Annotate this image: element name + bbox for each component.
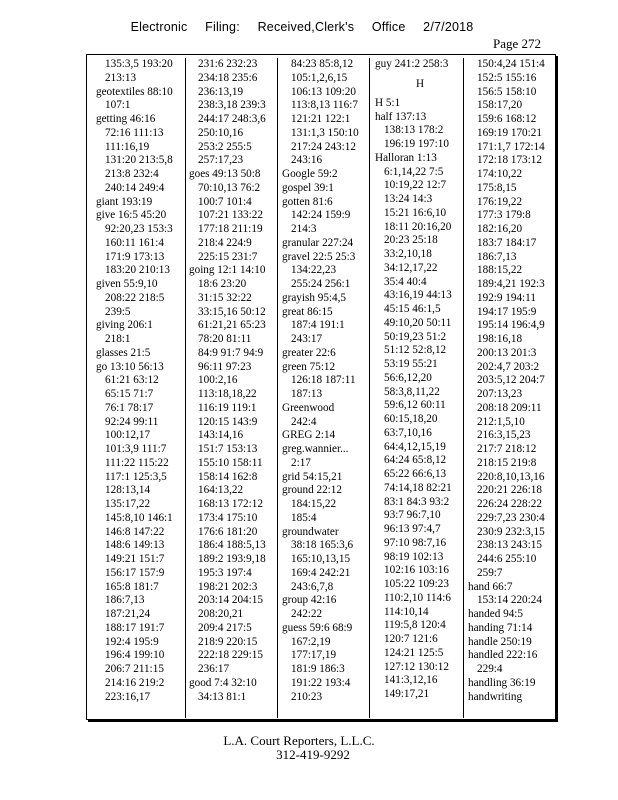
letter-heading: H: [415, 77, 425, 90]
index-entry-line: geotextiles 88:10: [96, 85, 173, 98]
index-entry-line: 213:8 232:4: [105, 168, 159, 180]
index-entry-line: group 42:16: [282, 594, 337, 607]
index-entry-line: 217:24 243:12: [291, 140, 356, 153]
index-entry-line: 222:18 229:15: [198, 649, 263, 662]
index-entry-line: 93:7 96:7,10: [384, 509, 441, 522]
index-entry-line: Halloran 1:13: [375, 151, 437, 164]
index-entry-line: 214:16 219:2: [105, 676, 165, 689]
index-entry-line: 167:2,19: [291, 635, 331, 648]
index-entry-line: 84:23 85:8,12: [291, 58, 354, 70]
index-entry-line: 183:7 184:17: [477, 236, 537, 249]
index-entry-line: 255:24 256:1: [291, 278, 351, 290]
index-entry-line: 70:10,13 76:2: [198, 181, 261, 194]
index-entry-line: 165:8 181:7: [105, 580, 159, 593]
index-entry-line: 168:13 172:12: [198, 498, 263, 510]
index-entry-line: giving 206:1: [96, 319, 153, 332]
index-entry-line: 195:3 197:4: [198, 566, 252, 579]
stamp-office: Office: [371, 20, 406, 34]
index-entry-line: 185:4: [291, 511, 317, 524]
index-entry-line: go 13:10 56:13: [96, 360, 164, 373]
column-divider: [463, 58, 464, 718]
index-entry-line: grayish 95:4,5: [282, 291, 347, 304]
index-entry-line: 244:17 248:3,6: [198, 113, 266, 125]
index-entry-line: handle 250:19: [468, 635, 532, 648]
index-entry-line: 35:4 40:4: [384, 275, 427, 288]
index-entry-line: 142:24 159:9: [291, 209, 351, 222]
index-entry-line: 218:15 219:8: [477, 456, 537, 469]
index-entry-line: 188:17 191:7: [105, 621, 165, 634]
index-entry-line: 145:8,10 146:1: [105, 511, 173, 524]
index-entry-line: goes 49:13 50:8: [189, 168, 261, 180]
index-entry-line: 243:17: [291, 333, 323, 345]
index-entry-line: 96:13 97:4,7: [384, 523, 441, 535]
index-entry-line: 218:4 224:9: [198, 236, 252, 249]
index-entry-line: 74:14,18 82:21: [384, 481, 452, 494]
index-entry-line: 250:10,16: [198, 126, 244, 139]
index-entry-line: 65:22 66:6,13: [384, 468, 447, 480]
index-entry-line: 216:3,15,23: [477, 429, 531, 442]
index-entry-line: 92:20,23 153:3: [105, 223, 173, 235]
index-entry-line: 186:4 188:5,13: [198, 539, 266, 552]
index-entry-line: glasses 21:5: [96, 346, 151, 359]
index-entry-line: 76:1 78:17: [105, 401, 154, 414]
index-entry-line: 60:15,18,20: [384, 413, 438, 425]
index-entry-line: 50:19,23 51:2: [384, 330, 447, 343]
index-entry-line: 151:7 153:13: [198, 443, 258, 455]
index-entry-line: 153:14 220:24: [477, 594, 542, 607]
index-entry-line: 143:14,16: [198, 429, 244, 442]
index-entry-line: 243:6,7,8: [291, 580, 334, 593]
index-entry-line: 59:6,12 60:11: [384, 399, 446, 412]
index-entry-line: 177:18 211:19: [198, 223, 263, 235]
index-entry-line: 114:10,14: [384, 605, 429, 618]
index-entry-line: 126:18 187:11: [291, 374, 356, 387]
index-entry-line: 230:9 232:3,15: [477, 525, 545, 538]
index-entry-line: 34:13 81:1: [198, 690, 247, 703]
index-entry-line: hand 66:7: [468, 580, 513, 593]
index-entry-line: 120:15 143:9: [198, 415, 258, 428]
index-entry-line: 238:3,18 239:3: [198, 99, 266, 112]
index-entry-line: 171:9 173:13: [105, 250, 165, 263]
index-entry-line: 121:21 122:1: [291, 113, 351, 125]
reporter-company: L.A. Court Reporters, L.L.C.: [223, 733, 375, 748]
index-entry-line: 97:10 98:7,16: [384, 536, 447, 549]
index-entry-line: 43:16,19 44:13: [384, 289, 452, 302]
index-entry-line: 208:20,21: [198, 608, 244, 620]
reporter-phone: 312-419-9292: [276, 747, 350, 762]
index-entry-line: 141:3,12,16: [384, 674, 438, 687]
index-entry-line: 234:18 235:6: [198, 71, 258, 84]
index-entry-line: 117:1 125:3,5: [105, 470, 167, 483]
index-entry-line: 203:5,12 204:7: [477, 374, 545, 387]
index-entry-line: 210:23: [291, 690, 323, 703]
index-entry-line: 34:12,17,22: [384, 261, 438, 274]
index-entry-line: 131:20 213:5,8: [105, 154, 173, 167]
index-entry-line: 64:24 65:8,12: [384, 454, 447, 467]
index-entry-line: 111:16,19: [105, 140, 150, 153]
index-entry-line: 156:17 157:9: [105, 566, 165, 579]
index-entry-line: getting 46:16: [96, 113, 156, 125]
index-entry-line: 53:19 55:21: [384, 358, 438, 370]
index-entry-line: 149:21 151:7: [105, 553, 165, 565]
index-entry-line: 175:8,15: [477, 181, 517, 194]
index-entry-line: 174:10,22: [477, 168, 523, 180]
index-column-1: [96, 58, 173, 718]
index-column-3: [282, 58, 359, 718]
index-entry-line: guess 59:6 68:9: [282, 621, 353, 634]
index-entry-line: 176:6 181:20: [198, 525, 258, 538]
index-entry-line: 202:4,7 203:2: [477, 360, 540, 373]
index-entry-line: 101:3,9 111:7: [105, 443, 167, 455]
index-entry-line: 187:21,24: [105, 608, 151, 620]
index-entry-line: giant 193:19: [96, 195, 153, 208]
index-entry-line: 65:15 71:7: [105, 388, 154, 400]
index-entry-line: 100:2,16: [198, 374, 238, 387]
index-entry-line: 218:1: [105, 333, 131, 345]
index-entry-line: 128:13,14: [105, 484, 151, 497]
index-entry-line: 187:4 191:1: [291, 319, 345, 332]
index-entry-line: 208:18 209:11: [477, 401, 542, 414]
index-entry-line: 146:8 147:22: [105, 525, 165, 538]
index-entry-line: 131:1,3 150:10: [291, 126, 359, 139]
index-entry-line: handled 222:16: [468, 649, 538, 662]
index-entry-line: 198:21 202:3: [198, 580, 258, 593]
index-entry-line: 135:17,22: [105, 498, 151, 510]
index-entry-line: given 55:9,10: [96, 278, 158, 290]
index-entry-line: 177:17,19: [291, 649, 337, 662]
index-column-4: [375, 58, 465, 718]
index-entry-line: 259:7: [477, 566, 503, 579]
index-entry-line: 135:3,5 193:20: [105, 58, 173, 70]
index-entry-line: 160:11 161:4: [105, 236, 164, 249]
index-entry-line: 150:4,24 151:4: [477, 58, 545, 70]
index-entry-line: 92:24 99:11: [105, 415, 159, 428]
index-entry-line: 195:14 196:4,9: [477, 319, 545, 332]
index-entry-line: 177:3 179:8: [477, 209, 531, 222]
index-entry-line: 83:1 84:3 93:2: [384, 495, 450, 508]
index-entry-line: 18:6 23:20: [198, 278, 247, 290]
page-number: Page 272: [493, 36, 542, 51]
index-entry-line: 31:15 32:22: [198, 291, 252, 304]
index-entry-line: gravel 22:5 25:3: [282, 250, 356, 263]
index-entry-line: 176:19,22: [477, 195, 523, 208]
index-entry-line: 45:15 46:1,5: [384, 303, 441, 315]
index-entry-line: 206:7 211:15: [105, 663, 164, 675]
index-entry-line: 155:10 158:11: [198, 456, 263, 469]
index-entry-line: 183:20 210:13: [105, 264, 170, 277]
index-entry-line: 236:17: [198, 663, 230, 675]
index-entry-line: 33:2,10,18: [384, 248, 432, 260]
index-entry-line: 194:17 195:9: [477, 305, 537, 318]
index-entry-line: 212:1,5,10: [477, 415, 525, 428]
index-entry-line: 64:4,12,15,19: [384, 440, 446, 453]
index-entry-line: 238:13 243:15: [477, 539, 542, 552]
index-entry-line: good 7:4 32:10: [189, 676, 257, 689]
index-entry-line: 257:17,23: [198, 154, 244, 167]
index-entry-line: 148:6 149:13: [105, 539, 165, 552]
index-entry-line: 127:12 130:12: [384, 660, 449, 673]
index-entry-line: groundwater: [282, 525, 339, 538]
index-entry-line: 172:18 173:12: [477, 154, 542, 167]
index-entry-line: 242:4: [291, 415, 317, 428]
index-entry-line: 187:13: [291, 388, 323, 400]
index-entry-line: gospel 39:1: [282, 181, 334, 194]
index-entry-line: 124:21 125:5: [384, 646, 444, 659]
stamp-date: 2/7/2018: [423, 20, 474, 34]
stamp-electronic: Electronic: [130, 20, 188, 34]
index-entry-line: 229:4: [477, 663, 503, 675]
index-entry-line: greg.wannier...: [282, 443, 349, 455]
index-entry-line: 51:12 52:8,12: [384, 344, 447, 357]
index-entry-line: 10:19,22 12:7: [384, 179, 447, 192]
footer: [0, 734, 618, 762]
index-entry-line: 173:4 175:10: [198, 511, 258, 524]
index-entry-line: going 12:1 14:10: [189, 264, 266, 277]
index-entry-line: 181:9 186:3: [291, 663, 345, 675]
index-entry-line: 113:8,13 116:7: [291, 99, 358, 112]
index-entry-line: 171:1,7 172:14: [477, 140, 545, 153]
index-entry-line: 61:21,21 65:23: [198, 319, 266, 332]
index-entry-line: 98:19 102:13: [384, 550, 444, 563]
index-entry-line: 243:16: [291, 154, 323, 167]
column-divider: [185, 58, 186, 718]
index-entry-line: 192:9 194:11: [477, 291, 536, 304]
index-entry-line: 116:19 119:1: [198, 401, 257, 414]
index-entry-line: 107:21 133:22: [198, 209, 263, 222]
index-entry-line: 188:15,22: [477, 264, 523, 277]
index-entry-line: 220:8,10,13,16: [477, 470, 545, 483]
index-entry-line: 96:11 97:23: [198, 360, 252, 373]
index-entry-line: 58:3,8,11,22: [384, 385, 440, 398]
index-entry-line: guy 241:2 258:3: [375, 58, 449, 70]
index-entry-line: 189:4,21 192:3: [477, 278, 545, 290]
index-entry-line: half 137:13: [375, 110, 427, 123]
index-entry-line: 119:5,8 120:4: [384, 619, 446, 632]
stamp-filing: Filing:: [205, 20, 240, 34]
index-entry-line: GREG 2:14: [282, 429, 336, 442]
stamp-received: Received,Clerk's: [257, 20, 355, 34]
index-entry-line: greater 22:6: [282, 346, 336, 359]
index-entry-line: Greenwood: [282, 401, 335, 414]
index-entry-line: 239:5: [105, 305, 131, 318]
index-entry-line: 72:16 111:13: [105, 126, 164, 139]
index-entry-line: 156:5 158:10: [477, 85, 537, 98]
index-entry-line: handling 36:19: [468, 676, 536, 689]
index-entry-line: 169:4 242:21: [291, 566, 351, 579]
index-entry-line: 220:21 226:18: [477, 484, 542, 497]
index-entry-line: 191:22 193:4: [291, 676, 351, 689]
index-entry-line: grid 54:15,21: [282, 470, 343, 483]
index-entry-line: 207:13,23: [477, 388, 523, 400]
index-entry-line: 111:22 115:22: [105, 456, 169, 469]
index-entry-line: 2:17: [291, 456, 311, 469]
index-entry-line: handwriting: [468, 690, 523, 703]
index-entry-line: 159:6 168:12: [477, 113, 537, 125]
index-entry-line: 186:7,13: [105, 594, 145, 607]
index-entry-line: 113:18,18,22: [198, 388, 257, 400]
index-entry-line: 56:6,12,20: [384, 371, 432, 384]
index-entry-line: 214:3: [291, 223, 317, 235]
index-entry-line: handing 71:14: [468, 621, 533, 634]
index-column-5: [468, 58, 545, 718]
index-entry-line: 223:16,17: [105, 690, 151, 703]
index-entry-line: 186:7,13: [477, 250, 517, 263]
index-entry-line: 196:4 199:10: [105, 649, 165, 662]
index-entry-line: 100:7 101:4: [198, 195, 252, 208]
index-entry-line: 231:6 232:23: [198, 58, 258, 70]
index-entry-line: 149:17,21: [384, 688, 430, 700]
index-entry-line: 152:5 155:16: [477, 71, 537, 84]
index-entry-line: 165:10,13,15: [291, 553, 351, 565]
index-entry-line: 120:7 121:6: [384, 633, 438, 645]
index-entry-line: 138:13 178:2: [384, 124, 444, 137]
column-divider: [277, 58, 278, 718]
index-entry-line: 192:4 195:9: [105, 635, 159, 648]
index-entry-line: 134:22,23: [291, 264, 337, 277]
index-entry-line: 106:13 109:20: [291, 85, 356, 98]
index-entry-line: handed 94:5: [468, 608, 523, 620]
index-entry-line: 240:14 249:4: [105, 181, 165, 194]
index-entry-line: green 75:12: [282, 360, 336, 373]
index-entry-line: 184:15,22: [291, 498, 337, 510]
index-entry-line: granular 227:24: [282, 236, 354, 249]
index-entry-line: 182:16,20: [477, 223, 523, 235]
index-entry-line: 18:11 20:16,20: [384, 220, 452, 233]
index-entry-line: 208:22 218:5: [105, 291, 165, 304]
index-entry-line: 164:13,22: [198, 484, 244, 497]
index-entry-line: 110:2,10 114:6: [384, 591, 451, 604]
index-entry-line: 244:6 255:10: [477, 553, 537, 565]
index-entry-line: 78:20 81:11: [198, 333, 252, 345]
index-entry-line: 20:23 25:18: [384, 234, 438, 247]
index-entry-line: 13:24 14:3: [384, 193, 433, 205]
index-entry-line: great 86:15: [282, 305, 333, 318]
index-entry-line: gotten 81:6: [282, 195, 333, 208]
index-entry-line: 38:18 165:3,6: [291, 539, 354, 552]
index-entry-line: H 5:1: [375, 96, 401, 109]
index-entry-line: 225:15 231:7: [198, 250, 258, 263]
index-entry-line: 102:16 103:16: [384, 564, 449, 577]
index-entry-line: 229:7,23 230:4: [477, 511, 545, 524]
index-entry-line: 196:19 197:10: [384, 138, 449, 150]
index-entry-line: 49:10,20 50:11: [384, 316, 452, 329]
index-entry-line: 242:22: [291, 608, 323, 620]
electronic-filing-stamp: [0, 20, 618, 34]
index-entry-line: 63:7,10,16: [384, 426, 432, 439]
index-entry-line: 200:13 201:3: [477, 346, 537, 359]
index-entry-line: 218:9 220:15: [198, 635, 258, 648]
index-entry-line: 158:17,20: [477, 99, 523, 112]
index-entry-line: 209:4 217:5: [198, 621, 252, 634]
index-entry-line: 189:2 193:9,18: [198, 553, 266, 565]
index-entry-line: Google 59:2: [282, 168, 338, 180]
index-entry-line: 33:15,16 50:12: [198, 305, 266, 318]
index-entry-line: 61:21 63:12: [105, 374, 159, 387]
index-entry-line: 226:24 228:22: [477, 498, 542, 510]
index-entry-line: 203:14 204:15: [198, 594, 263, 607]
index-entry-line: 253:2 255:5: [198, 140, 252, 153]
index-entry-line: 213:13: [105, 71, 137, 84]
index-entry-line: 236:13,19: [198, 85, 244, 98]
index-entry-line: 100:12,17: [105, 429, 151, 442]
index-entry-line: 6:1,14,22 7:5: [384, 165, 444, 178]
index-column-2: [189, 58, 266, 718]
index-entry-line: 158:14 162:8: [198, 470, 258, 483]
index-entry-line: 198:16,18: [477, 333, 523, 345]
index-entry-line: 107:1: [105, 99, 131, 112]
index-entry-line: ground 22:12: [282, 484, 342, 497]
index-entry-line: 105:1,2,6,15: [291, 71, 348, 84]
index-entry-line: 15:21 16:6,10: [384, 206, 447, 219]
column-divider: [369, 58, 370, 718]
index-entry-line: 84:9 91:7 94:9: [198, 346, 264, 359]
index-entry-line: 169:19 170:21: [477, 126, 542, 139]
index-entry-line: give 16:5 45:20: [96, 209, 167, 222]
index-entry-line: 217:7 218:12: [477, 443, 537, 455]
index-entry-line: 105:22 109:23: [384, 578, 449, 590]
